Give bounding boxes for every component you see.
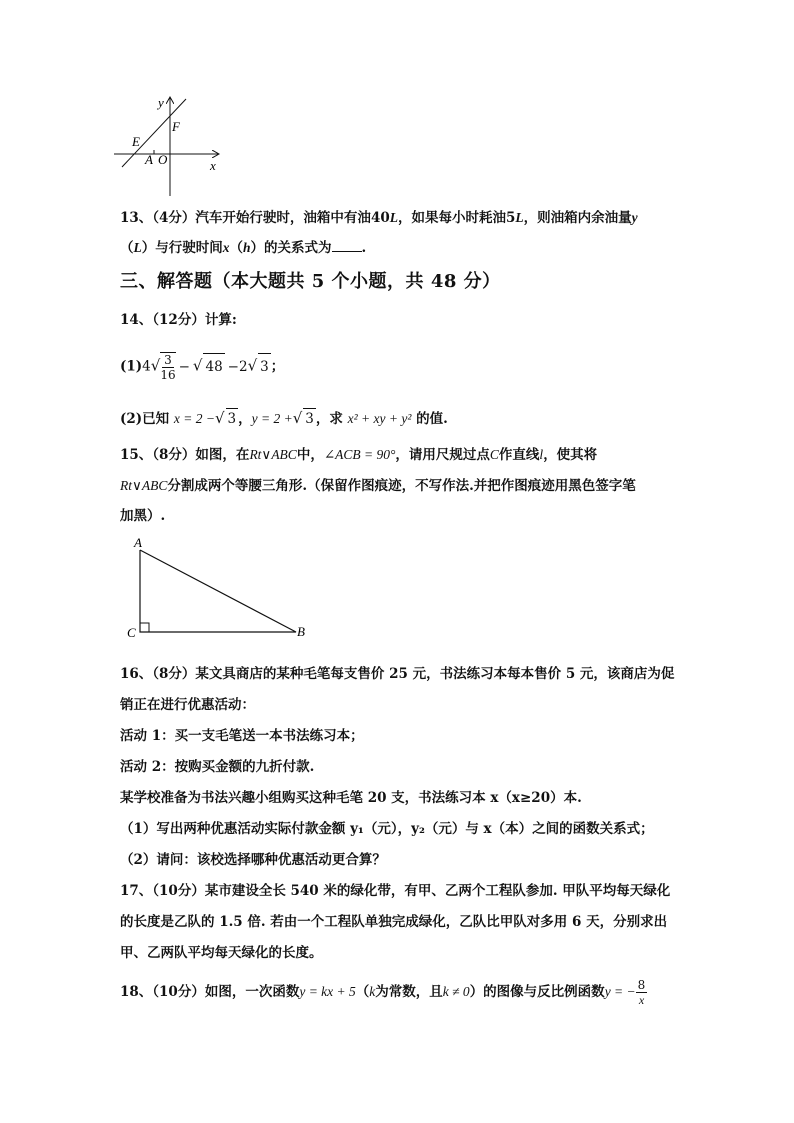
q15-line3: 加黑）. [120, 508, 166, 524]
vertex-a: A [134, 535, 142, 550]
coordinate-graph [112, 92, 232, 202]
q17-line3: 甲、乙两队平均每天绿化的长度。 [120, 945, 323, 961]
q17-line1: 17、（10分）某市建设全长 540 米的绿化带，有甲、乙两个工程队参加. 甲队平均每天绿化 [120, 883, 671, 899]
q16-line6: （1）写出两种优惠活动实际付款金额 y₁（元），y₂（元）与 x（本）之间的函数关系式； [120, 821, 654, 837]
q16-line2: 销正在进行优惠活动： [120, 697, 255, 713]
q15-line2: Rt∨ABC分割成两个等腰三角形.（保留作图痕迹，不写作法.并把作图痕迹用黑色签字笔 [120, 478, 636, 494]
fraction: $\frac{3}{16}$ [160, 353, 176, 382]
section-heading: 三、解答题（本大题共 5 个小题，共 48 分） [120, 271, 501, 292]
triangle-outline [140, 550, 296, 632]
right-angle-mark [140, 623, 149, 632]
q16-line5: 某学校准备为书法兴趣小组购买这种毛笔 20 支，书法练习本 x（x≥20）本. [120, 790, 582, 806]
triangle-figure [124, 534, 324, 644]
q14-stem: 14、（12分）计算: [120, 312, 237, 328]
vertex-b: B [297, 624, 305, 639]
label-x: x [210, 158, 216, 173]
q16-line4: 活动 2：按购买金额的九折付款. [120, 759, 315, 775]
q14-part1: (1)4√ $\frac{3}{16}$ − √ 48 −2√ 3 ； [120, 353, 285, 382]
q14-part2: (2)已知 x = 2 −√ 3 ，y = 2 +√ 3 ，求 x² + xy + y² 的值. [120, 409, 448, 427]
label-y: y [158, 95, 164, 110]
label-f: F [172, 119, 180, 134]
q18-line1: 18、（10分）如图，一次函数y = kx + 5（k为常数，且k ≠ 0）的图像与反比例函数y = − $\frac{8}{x}$ [120, 978, 646, 1007]
q15-line1: 15、（8分）如图，在Rt∨ABC中，∠ACB = 90°，请用尺规过点C作直线l，使其将 [120, 447, 598, 463]
q13-line2: （L）与行驶时间x（h）的关系式为 . [120, 240, 367, 256]
label-a: A [145, 152, 153, 167]
label-e: E [132, 134, 140, 149]
vertex-c: C [127, 625, 136, 640]
q16-line7: （2）请问：该校选择哪种优惠活动更合算？ [120, 852, 386, 868]
q17-line2: 的长度是乙队的 1.5 倍. 若由一个工程队单独完成绿化，乙队比甲队对多用 6 天，分别求出 [120, 914, 668, 930]
q18-fraction: $\frac{8}{x}$ [637, 978, 646, 1007]
q13-line1: 13、（4分）汽车开始行驶时，油箱中有油40L，如果每小时耗油5L，则油箱内余油量y [120, 210, 638, 226]
radical-sign: √ [150, 356, 161, 375]
q16-line1: 16、（8分）某文具商店的某种毛笔每支售价 25 元，书法练习本每本售价 5 元，该商店为促 [120, 666, 675, 682]
q16-line3: 活动 1：买一支毛笔送一本书法练习本； [120, 728, 364, 744]
answer-blank [332, 239, 362, 252]
label-o: O [158, 152, 168, 167]
